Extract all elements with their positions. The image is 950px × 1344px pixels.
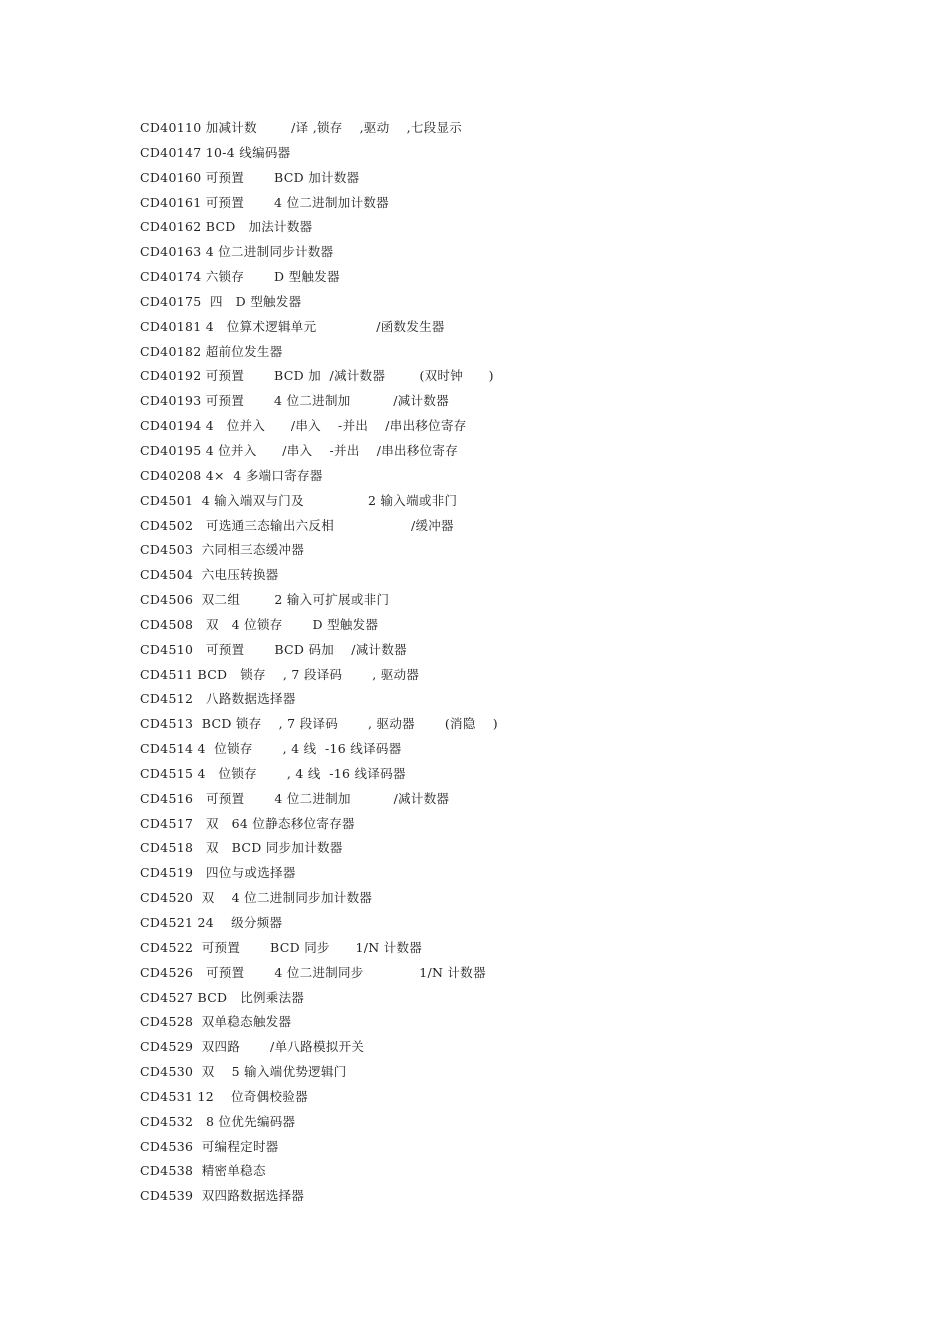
- list-item: CD40182 超前位发生器: [140, 343, 283, 359]
- list-item: CD4512 八路数据选择器: [140, 691, 296, 707]
- list-item: CD40110 加减计数 /译 ,锁存 ,驱动 ,七段显示: [140, 120, 463, 135]
- list-item: CD4515 4 位锁存 , 4 线 -16 线译码器: [140, 765, 406, 781]
- list-item: CD40181 4 位算术逻辑单元 /函数发生器: [140, 318, 445, 334]
- list-item: CD40174 六锁存 D 型触发器: [140, 269, 340, 285]
- list-item: CD4538 精密单稳态: [140, 1163, 266, 1179]
- list-item: CD40192 可预置 BCD 加 /减计数器 (双时钟 ): [140, 368, 494, 384]
- list-item: CD40160 可预置 BCD 加计数器: [140, 169, 360, 185]
- list-item: CD4514 4 位锁存 , 4 线 -16 线译码器: [140, 741, 402, 757]
- list-item: CD4510 可预置 BCD 码加 /减计数器: [140, 641, 407, 657]
- list-item: CD4521 24 级分频器: [140, 915, 283, 930]
- list-item: CD4532 8 位优先编码器: [140, 1113, 296, 1129]
- list-item: CD4530 双 5 输入端优势逻辑门: [140, 1064, 347, 1080]
- list-item: CD40175 四 D 型触发器: [140, 293, 302, 309]
- list-item: CD4519 四位与或选择器: [140, 865, 296, 881]
- list-item: CD4506 双二组 2 输入可扩展或非门: [140, 592, 390, 608]
- list-item: CD4528 双单稳态触发器: [140, 1014, 292, 1030]
- list-item: CD4517 双 64 位静态移位寄存器: [140, 815, 355, 831]
- list-item: CD40195 4 位并入 /串入 -并出 /串出移位寄存: [140, 442, 459, 458]
- list-item: CD4529 双四路 /单八路模拟开关: [140, 1039, 365, 1055]
- list-item: CD40161 可预置 4 位二进制加计数器: [140, 194, 389, 210]
- list-item: CD4518 双 BCD 同步加计数器: [140, 840, 343, 856]
- list-item: CD4503 六同相三态缓冲器: [140, 542, 305, 558]
- list-item: CD4508 双 4 位锁存 D 型触发器: [140, 616, 379, 632]
- list-item: CD4520 双 4 位二进制同步加计数器: [140, 890, 373, 906]
- list-item: CD4527 BCD 比例乘法器: [140, 989, 305, 1005]
- list-item: CD4536 可编程定时器: [140, 1138, 279, 1154]
- list-item: CD4522 可预置 BCD 同步 1/N 计数器: [140, 939, 423, 955]
- list-item: CD40194 4 位并入 /串入 -并出 /串出移位寄存: [140, 418, 467, 434]
- component-list: [140, 116, 840, 1209]
- list-item: CD4526 可预置 4 位二进制同步 1/N 计数器: [140, 964, 486, 980]
- list-item: CD4501 4 输入端双与门及 2 输入端或非门: [140, 492, 458, 508]
- list-item: CD40193 可预置 4 位二进制加 /减计数器: [140, 393, 450, 409]
- list-item: CD40147 10-4 线编码器: [140, 144, 291, 160]
- list-item: CD40162 BCD 加法计数器: [140, 219, 313, 235]
- list-item: CD4502 可选通三态输出六反相 /缓冲器: [140, 517, 454, 533]
- list-item: CD4513 BCD 锁存 , 7 段译码 , 驱动器 (消隐 ): [140, 716, 498, 732]
- list-item: CD4516 可预置 4 位二进制加 /减计数器: [140, 790, 450, 806]
- list-item: CD40208 4× 4 多端口寄存器: [140, 467, 323, 483]
- list-item: CD4511 BCD 锁存 , 7 段译码 , 驱动器: [140, 666, 420, 682]
- list-item: CD4531 12 位奇偶校验器: [140, 1088, 308, 1104]
- list-item: CD4504 六电压转换器: [140, 567, 279, 583]
- list-item: CD40163 4 位二进制同步计数器: [140, 244, 334, 260]
- list-item: CD4539 双四路数据选择器: [140, 1188, 305, 1204]
